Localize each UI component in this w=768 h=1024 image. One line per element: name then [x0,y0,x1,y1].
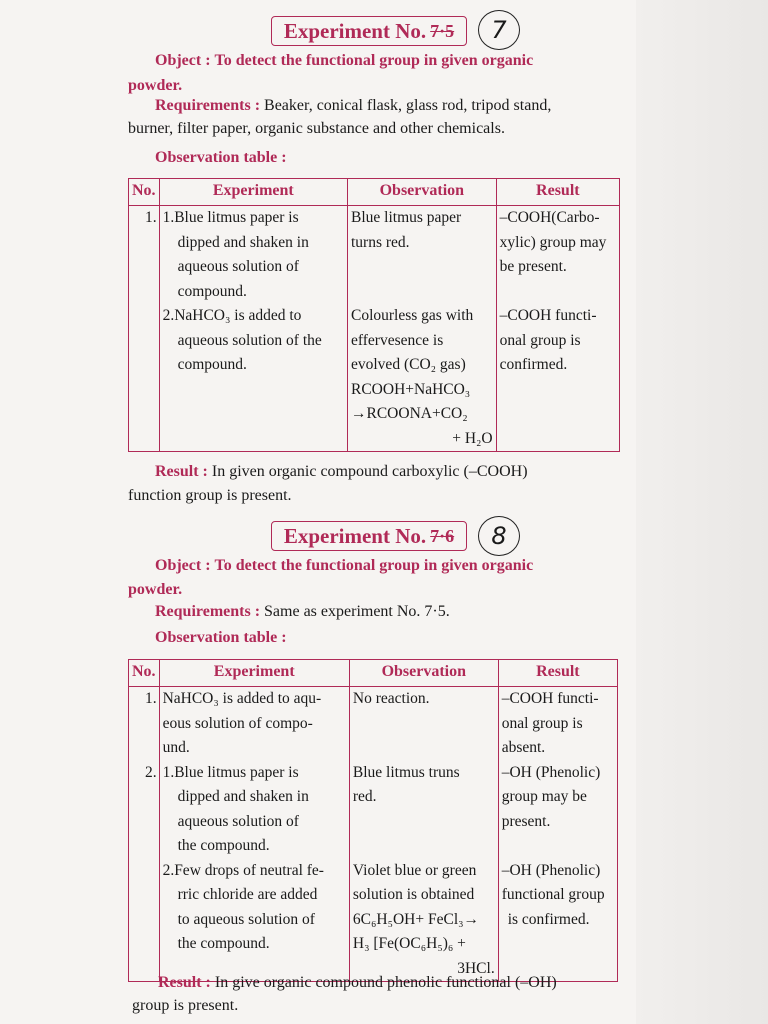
observation-cell: Blue litmus paper turns red. Colourless gas with effervesence is evolved (CO₂ gas) RCOOH+NaHCO₃ →RCOONA+CO₂ + H₂O [348,206,497,452]
experiment-1-result-cont: function group is present. [128,487,292,504]
col-header-no: No. [129,179,160,206]
result-cell: –OH (Phenolic) group may be present. –OH (Phenolic) functional group is confirmed. [498,761,617,982]
experiment-1-object: Object : To detect the functional group in given organic [155,52,534,69]
experiment-1-title: Experiment No. [283,18,427,43]
observation-cell: No reaction. [349,687,498,761]
experiment-1-requirements-cont: burner, filter paper, organic substance and other chemicals. [128,120,505,137]
row-number: 1. [129,206,160,452]
experiment-1-object-cont: powder. [128,77,183,94]
reaction-equation: 6C₆H₅OH+ FeCl₃→ [352,910,480,928]
experiment-1-result: Result : In given organic compound carboxylic (–COOH) [155,463,528,480]
col-header-observation: Observation [349,660,498,687]
experiment-cell: 1.Blue litmus paper is dipped and shaken in aqueous solution of compound. 2.NaHCO₃ is added to aqueous solution of the compound. [159,206,347,452]
experiment-2-number-struck: 7·6 [430,525,455,546]
experiment-2-result-cont: group is present. [132,997,239,1014]
experiment-2-observation-title: Observation table : [155,629,287,646]
col-header-no: No. [129,660,160,687]
result-cell: –COOH functi- onal group is absent. [498,687,617,761]
experiment-1-requirements: Requirements : Beaker, conical flask, glass rod, tripod stand, [155,97,552,114]
col-header-experiment: Experiment [159,660,349,687]
experiment-1-title-box [271,16,467,46]
handwritten-number-8: 8 [478,516,520,556]
experiment-2-object: Object : To detect the functional group in given organic [155,557,534,574]
row-number: 2. [129,761,160,982]
experiment-2-object-cont: powder. [128,581,183,598]
experiment-cell: NaHCO₃ is added to aqu- eous solution of compo- und. [159,687,349,761]
experiment-2-requirements: Requirements : Same as experiment No. 7·5. [155,603,450,620]
col-header-result: Result [496,179,619,206]
handwritten-number-7: 7 [478,10,520,50]
reaction-equation: RCOOH+NaHCO₃ [351,380,471,398]
table-row [129,687,618,761]
page-margin [636,0,768,1024]
result-cell: –COOH(Carbo- xylic) group may be present. –COOH functi- onal group is confirmed. [496,206,619,452]
table-row [129,206,620,452]
experiment-1-observation-title: Observation table : [155,149,287,166]
experiment-2-result: Result : In give organic compound phenolic functional (–OH) [158,974,557,991]
experiment-2-title: Experiment No. [283,523,427,548]
experiment-1-number-struck: 7·5 [430,20,455,41]
col-header-observation: Observation [348,179,497,206]
table-row [129,761,618,982]
experiment-2-observation-table [128,659,618,982]
experiment-1-observation-table [128,178,620,452]
observation-cell: Blue litmus truns red. Violet blue or green solution is obtained 6C₆H₅OH+ FeCl₃→ H₃ [Fe(OC₆H₅)₆ + 3HCl. [349,761,498,982]
experiment-2-title-box [271,521,467,551]
col-header-result: Result [498,660,617,687]
col-header-experiment: Experiment [159,179,347,206]
row-number: 1. [129,687,160,761]
experiment-cell: 1.Blue litmus paper is dipped and shaken in aqueous solution of the compound. 2.Few drops of neutral fe- rric chloride are added to aqueous solution of the compound. [159,761,349,982]
